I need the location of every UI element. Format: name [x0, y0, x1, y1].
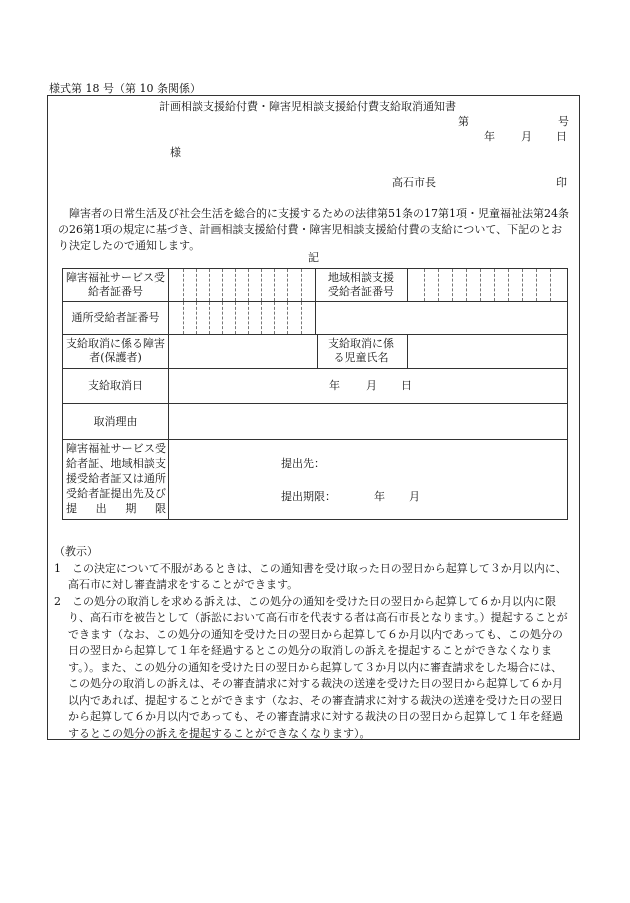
label-cancellation-reason: 取消理由 [93, 415, 138, 428]
instruction-item: 1 この決定について不服があるときは、この通知書を受け取った日の翌日から起算して３か月以内に、高石市に対し審査請求をすることができます。 [54, 561, 567, 591]
submission-deadline-label: 提出期限： [281, 490, 336, 503]
instructions-section [54, 544, 572, 742]
label-welfare-certificate-number: 障害福祉サービス受給者証番号 [66, 271, 165, 298]
document-title: 計画相談支援給付費・障害児相談支援給付費支給取消通知書 [159, 100, 456, 113]
issuer-name: 高石市長 [392, 176, 436, 189]
instructions-heading: （教示） [54, 545, 98, 558]
submission-deadline-year: 年 [374, 490, 385, 503]
community-certificate-number-field[interactable] [408, 269, 567, 301]
notice-frame [47, 95, 580, 740]
addressee-suffix: 様 [170, 146, 181, 159]
instruction-item: 2 この処分の取消しを求める訴えは、この処分の通知を受けた日の翌日から起算して６か月以内に限り、高石市を被告として（訴訟において高石市を代表する者は高石市長となります。）提起することができます（なお、この処分の通知を受けた日の翌日から起算して６か月以内であっても、この処分の日の翌日から起算して１年を経過するとこの処分の取消しの訴えを提起することができなくなります。）。また、この処分の通知を受けた日の翌日から起算して３か月以内に審査請求をした場合には、この処分の取消しの訴えは、その審査請求に対する裁決の送達を受けた日の翌日から起算して６か月以内であれば、提起することができます（なお、その審査請求に対する裁決の送達を受けた日の翌日から起算して６か月以内であっても、その審査請求に対する裁決の日の翌日から起算して１年を経過するとこの処分の訴えを提起することができなくなります）。 [54, 594, 568, 740]
date-month: 月 [521, 130, 532, 143]
date-year: 年 [484, 130, 495, 143]
details-table [62, 268, 568, 520]
cancel-date-day: 日 [401, 379, 412, 392]
form-number-label: 様式第 18 号（第 10 条関係） [49, 82, 201, 95]
disabled-person-field[interactable] [169, 335, 317, 368]
submission-deadline-month: 月 [409, 490, 420, 503]
cancel-date-month: 月 [366, 379, 377, 392]
cancel-date-year: 年 [329, 379, 340, 392]
label-disabled-person: 支給取消に係る障害者(保護者) [66, 337, 165, 364]
child-name-field[interactable] [408, 335, 567, 368]
seal-mark: 印 [556, 176, 567, 189]
label-community-certificate-number: 地域相談支援受給者証番号 [328, 271, 394, 298]
day-service-certificate-number-field[interactable] [169, 302, 315, 334]
label-day-service-certificate-number: 通所受給者証番号 [71, 311, 160, 324]
label-child-name: 支給取消に係る児童氏名 [328, 337, 394, 364]
cancellation-reason-field[interactable] [169, 404, 567, 439]
body-paragraph: 障害者の日常生活及び社会生活を総合的に支援するための法律第51条の17第1項・児童福祉法第24条の26第1項の規定に基づき、計画相談支援給付費・障害児相談支援給付費の支給について、下記のとおり決定したので通知します。 [58, 207, 569, 252]
label-submission-info: 障害福祉サービス受給者証、地域相談支援受給者証又は通所受給者証提出先及び提出期限 [66, 442, 166, 515]
number-dai: 第 [458, 115, 469, 128]
ki-mark: 記 [308, 251, 319, 264]
date-day: 日 [556, 130, 567, 143]
label-cancellation-date: 支給取消日 [88, 379, 143, 392]
number-go: 号 [558, 115, 569, 128]
welfare-certificate-number-field[interactable] [169, 269, 315, 301]
submission-destination-label: 提出先： [281, 457, 325, 470]
